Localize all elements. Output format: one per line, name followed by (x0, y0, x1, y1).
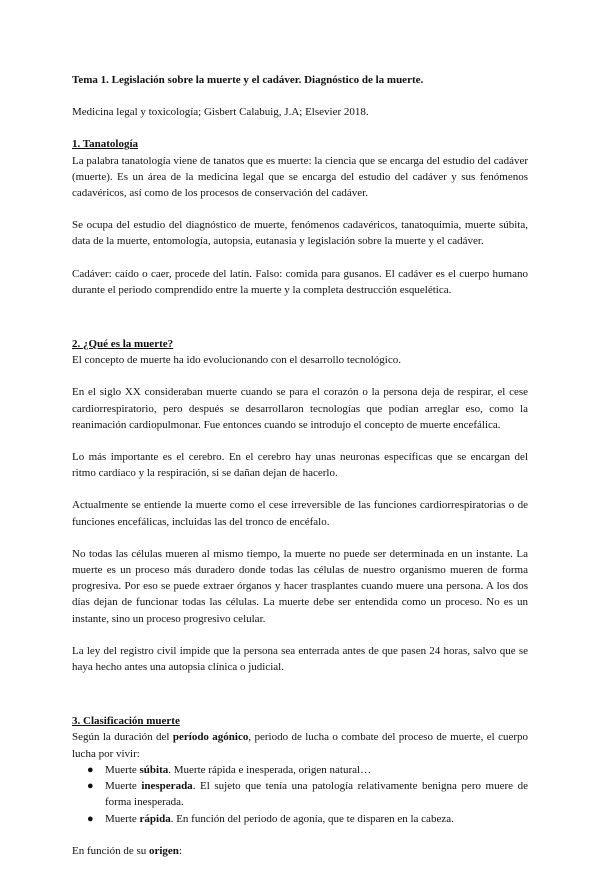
paragraph: Se ocupa del estudio del diagnóstico de muerte, fenómenos cadavéricos, tanatoquimia, muerte súbita, data de la muerte, entomología, autopsia, eutanasia y legislación sobre la muerte y el cadáver. (72, 219, 528, 248)
section-heading: 1. Tanatología (72, 138, 139, 151)
text-run: Muerte (105, 763, 140, 776)
text-run: . El sujeto que tenía una patología relativamente benigna pero muere de forma inesperada. (105, 780, 528, 809)
section-clasificacion-muerte (72, 713, 528, 859)
paragraph (72, 729, 528, 761)
section-tanatologia (72, 136, 528, 298)
bullet-icon: ● (87, 812, 94, 825)
document-body (72, 72, 528, 875)
paragraph: Cadáver: caído o caer, procede del latín. Falso: comida para gusanos. El cadáver es el cuerpo humano durante el periodo comprendido entre la muerte y la completa destrucción esquelética. (72, 267, 528, 296)
text-run: : (178, 844, 182, 857)
bold-term: período agónico (172, 731, 249, 744)
bullet-icon: ● (87, 763, 94, 776)
section-heading: 3. Clasificación muerte (72, 715, 180, 728)
section-heading: 2. ¿Qué es la muerte? (72, 338, 174, 351)
section-que-es-la-muerte (72, 336, 528, 675)
text-run: . En función del periodo de agonía, que te disparen en la cabeza. (170, 812, 454, 825)
text-run: . Muerte rápida e inesperada, origen natural… (168, 763, 372, 776)
paragraph: La palabra tanatología viene de tanatos que es muerte: la ciencia que se encarga del estudio del cadáver (muerte). Es un área de la medicina legal que se encarga del estudio del cadáver y sus fenómenos cadavéricos, así como de los procesos de conservación del cadáver. (72, 154, 528, 200)
list-item (72, 762, 528, 778)
list-item (72, 778, 528, 810)
paragraph: Lo más importante es el cerebro. En el cerebro hay unas neuronas específicas que se encargan del ritmo cardíaco y la respiración, si se dañan dejan de hacerlo. (72, 451, 528, 480)
text-run: , periodo de lucha o combate del proceso de muerte, el cuerpo lucha por vivir: (72, 731, 528, 760)
bold-term: inesperada (141, 780, 193, 793)
paragraph: La ley del registro civil impide que la persona sea enterrada antes de que pasen 24 horas, salvo que se haya hecho antes una autopsia clínica o judicial. (72, 644, 528, 674)
paragraph (72, 843, 528, 859)
paragraph: No todas las células mueren al mismo tiempo, la muerte no puede ser determinada en un instante. La muerte es un proceso más duradero donde todas las células de nuestro organismo mueren de forma progresiva. Por eso se puede extraer órganos y hacer trasplantes cuando muere una persona. A los dos días dejan de funcionar todas las células. La muerte debe ser entendida como un proceso. No es un instante, sino un proceso progresivo celular. (72, 547, 528, 625)
bullet-icon: ● (87, 780, 94, 793)
paragraph: El concepto de muerte ha ido evolucionando con el desarrollo tecnológico. (72, 354, 401, 367)
text-run: Muerte (105, 780, 142, 793)
bullet-list (72, 762, 528, 827)
text-run: Muerte (105, 812, 140, 825)
paragraph: En el siglo XX consideraban muerte cuando se para el corazón o la persona deja de respirar, el cese cardiorrespiratorio, pero después se desarrollaron tecnologías que podían arreglar eso, como la reanimación cardiopulmonar. Fue entonces cuando se introdujo el concepto de muerte encefálica. (72, 386, 528, 431)
text-run: Según la duración del (72, 731, 173, 744)
text-run: En función de su (72, 844, 149, 857)
bold-term: rápida (139, 812, 171, 825)
list-item (72, 811, 528, 827)
bold-term: origen (148, 844, 179, 857)
document-title: Tema 1. Legislación sobre la muerte y el cadáver. Diagnóstico de la muerte. (72, 74, 424, 86)
paragraph: Actualmente se entiende la muerte como el cese irreversible de las funciones cardiorrespiratorias o de funciones encefálicas, incluidas las del tronco de encéfalo. (72, 499, 528, 528)
bold-term: súbita (139, 763, 169, 776)
bibliographic-reference: Medicina legal y toxicología; Gisbert Calabuig, J.A; Elsevier 2018. (72, 106, 369, 119)
